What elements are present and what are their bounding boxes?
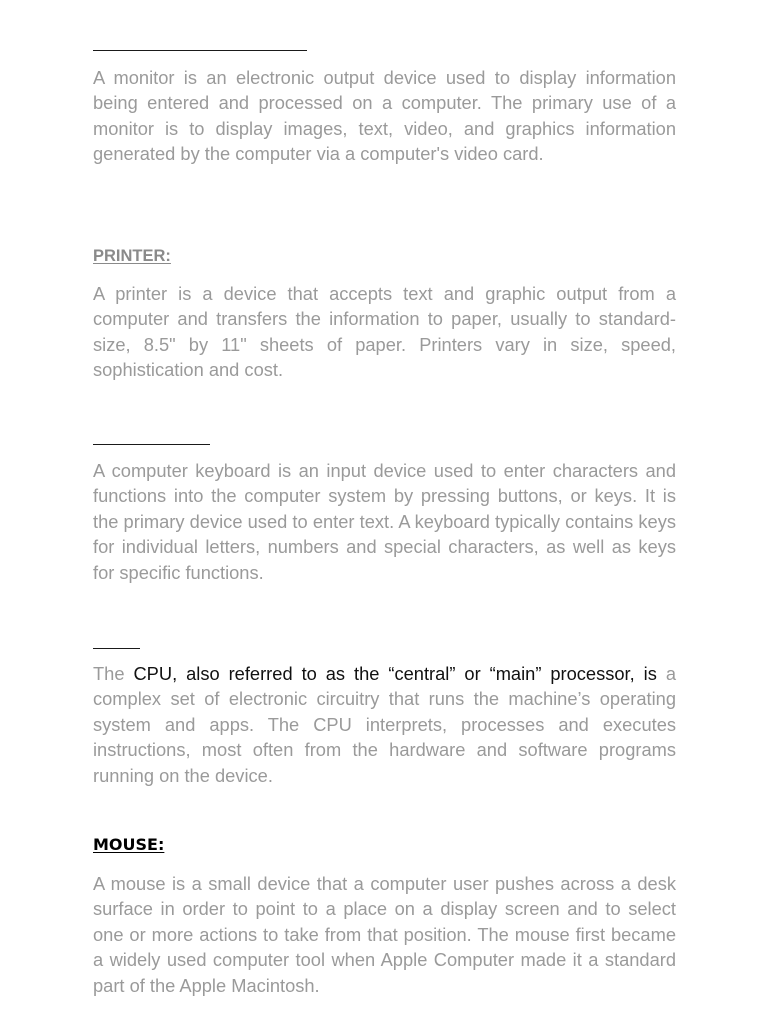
monitor-heading-underline [93, 50, 307, 51]
keyboard-paragraph: A computer keyboard is an input device used to enter characters and functions into the computer system by pressing buttons, or keys. It is the primary device used to enter text. A keyboard typically contains keys for individual letters, numbers and special characters, as well as keys for specific functions. [93, 460, 676, 583]
cpu-paragraph [93, 661, 676, 788]
monitor-paragraph: A monitor is an electronic output device used to display information being entered and processed on a computer. The primary use of a monitor is to display images, text, video, and graphics information generated by the computer via a computer's video card. [93, 67, 676, 165]
cpu-paragraph-start: The [93, 663, 134, 684]
cpu-heading-underline [93, 648, 140, 649]
cpu-paragraph-rest: a complex set of electronic circuitry that runs the machine’s operating system and apps. The CPU interprets, processes and executes instructions, most often from the hardware and software programs running on the device. [93, 663, 676, 786]
printer-heading: PRINTER: [93, 247, 171, 265]
mouse-paragraph: A mouse is a small device that a computer user pushes across a desk surface in order to point to a place on a display screen and to select one or more actions to take from that position. The mouse first became a widely used computer tool when Apple Computer made it a standard part of the Apple Macintosh. [93, 873, 676, 996]
mouse-heading: MOUSE: [93, 835, 165, 854]
keyboard-heading-underline [93, 444, 210, 445]
cpu-paragraph-highlight: CPU, also referred to as the “central” or “main” processor, is [133, 663, 657, 684]
printer-paragraph: A printer is a device that accepts text and graphic output from a computer and transfers the information to paper, usually to standard-size, 8.5" by 11" sheets of paper. Printers vary in size, speed, sophistication and cost. [93, 283, 676, 381]
